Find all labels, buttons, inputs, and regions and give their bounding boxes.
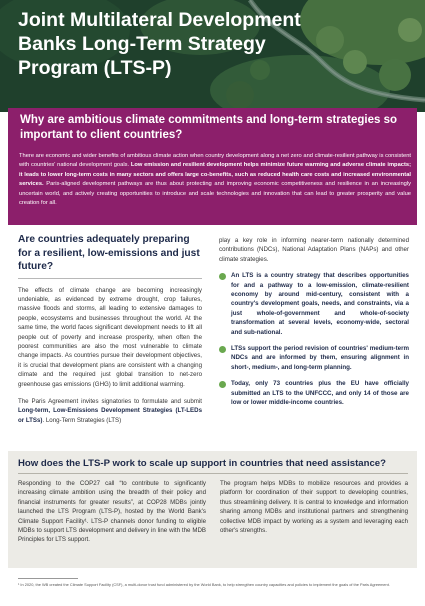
footnote: ¹ In 2020, the WB created the Climate Support Facility (CSF), a multi-donor trust fund administered by the World Bank, to help strengthen country capacities and policies to implement the goals of the Paris Agreement.: [18, 582, 390, 587]
bullet-dot-icon: [219, 273, 226, 280]
intro-text: [19, 152, 411, 208]
question-text: Why are ambitious climate commitments and long-term strategies so important to client countries?: [20, 114, 398, 141]
left-para-2: [18, 397, 202, 425]
right-intro: play a key role in informing nearer-term nationally determined contributions (NDCs), National Adaptation Plans (NAPs) and other climate strategies.: [219, 237, 409, 263]
bullet-item: [219, 379, 409, 407]
intro-panel: [8, 149, 417, 225]
intro-part1: There are economic and wider benefits of ambitious climate action when country development along a net zero and climate-resilient pathway is consistent with countries' national development goals.: [19, 153, 411, 169]
bullet-dot-icon: [219, 346, 226, 353]
bullet-item: [219, 344, 409, 372]
intro-bold: Low emission and resilient development helps minimize future warming and adverse climate impacts; it leads to lower long-term costs in many sectors and offers large co-benefits, such as reduced health care costs and increased environmental services.: [19, 162, 411, 188]
assist-right-text: The program helps MDBs to mobilize resources and provides a platform for coordination of their support to developing countries, thus streamlining delivery. It is central to knowledge and information sharing among MDBs and institutional partners and strengthening collective MDB impact by working as a system and leveraging each other's strengths.: [220, 480, 408, 535]
hero-banner: [0, 0, 425, 112]
left-para-1: The effects of climate change are becoming increasingly undeniable, as evidenced by extreme drought, crop failures, massive floods and storms, all leading to extensive damages to people, ecosystems and businesses throughout the world. At the same time, the world faces significant development needs to lift all people out of poverty and increase prosperity, when often the poorest communities are also the most vulnerable to climate change impacts. As countries pursue their development objectives, it is crucial that development plans are consistent with a changing climate and the required just global transition to net-zero greenhouse gas emissions (GHG) to limit additional warming.: [18, 286, 202, 388]
divider: [18, 278, 202, 279]
right-column: [219, 236, 409, 408]
bullet-text: Today, only 73 countries plus the EU have officially submitted an LTS to the UNFCCC, and only 14 of those are low or lower middle-income countries.: [231, 380, 409, 407]
bullet-text: An LTS is a country strategy that describes opportunities for and a pathway to a low-emission, climate-resilient economy by around mid-century, consistent with a country's development goals, needs, and constraints, via a just whole-of-government and whole-of-society transformation at several levels, economy-wide, sectoral and sub-national.: [231, 272, 409, 336]
left-heading: Are countries adequately preparing for a resilient, low-emissions and just future?: [18, 234, 200, 272]
page-title: Joint Multilateral Development Banks Long-Term Strategy Program (LTS-P): [18, 9, 301, 79]
bullet-item: [219, 271, 409, 337]
footnote-divider: [18, 578, 78, 579]
intro-part2: Paris-aligned development pathways are thus about protecting and improving economic competitiveness and resilience in an increasingly uncertain world, and actively creating opportunities to introduce and scale technologies and innovation that can lead to greater prosperity and value creation for all.: [19, 181, 411, 207]
divider: [18, 473, 408, 474]
left-column: [18, 233, 202, 425]
assist-left-text: Responding to the COP27 call “to contribute to significantly increasing climate ambition using the breadth of their policy and financial instruments for greater results”, at COP28 MDBs jointly launched the LTS Program (LTS-P), hosted by the World Bank's Climate Support Facility¹. LTS-P channels donor funding to eligible MDBs to support LTS development and delivery in line with the MDB Principles for LTS support.: [18, 480, 206, 544]
assist-heading: How does the LTS-P work to scale up support in countries that need assistance?: [18, 458, 387, 469]
assist-panel: [8, 451, 417, 568]
bullet-dot-icon: [219, 381, 226, 388]
question-banner: [8, 108, 417, 149]
left-para-2-start: The Paris Agreement invites signatories to formulate and submit: [18, 397, 202, 405]
bullet-text: LTSs support the period revision of countries' medium-term NDCs and are informed by them, ensuring alignment in short-, medium-, and long-term planning.: [231, 345, 409, 371]
left-para-2-bold: Long-term, Low-Emissions Development Strategies (LT-LEDs or LTSs): [18, 407, 202, 424]
left-para-2-end: . Long-Term Strategies (LTS): [42, 416, 122, 424]
